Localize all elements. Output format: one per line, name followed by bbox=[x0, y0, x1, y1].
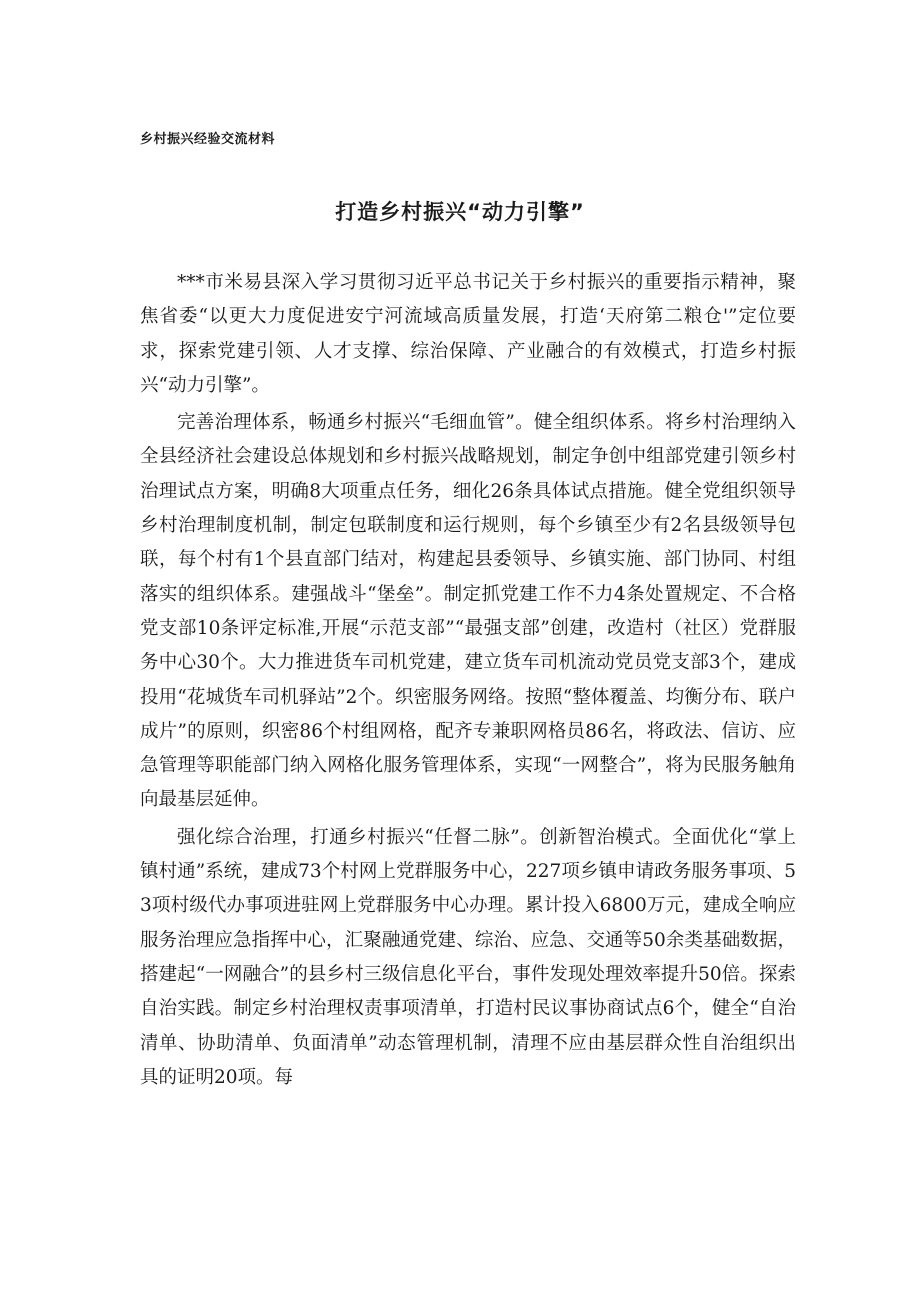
paragraph-governance-system: 完善治理体系，畅通乡村振兴“毛细血管”。健全组织体系。将乡村治理纳入全县经济社会建设总体规划和乡村振兴战略规划，制定争创中组部党建引领乡村治理试点方案，明确8大项重点任务，细化26条具体试点措施。健全党组织领导乡村治理制度机制，制定包联制度和运行规则，每个乡镇至少有2名县级领导包联，每个村有1个县直部门结对，构建起县委领导、乡镇实施、部门协同、村组落实的组织体系。建强战斗“堡垒”。制定抓党建工作不力4条处置规定、不合格党支部10条评定标准,开展“示范支部”“最强支部”创建，改造村（社区）党群服务中心30个。大力推进货车司机党建，建立货车司机流动党员党支部3个，建成投用“花城货车司机驿站”2个。织密服务网络。按照“整体覆盖、均衡分布、联户成片”的原则，织密86个村组网格，配齐专兼职网格员86名，将政法、信访、应急管理等职能部门纳入网格化服务管理体系，实现“一网整合”，将为民服务触角向最基层延伸。 bbox=[140, 412, 796, 811]
document-body bbox=[140, 266, 796, 1098]
paragraph-intro: ***市米易县深入学习贯彻习近平总书记关于乡村振兴的重要指示精神，聚焦省委“以更大力度促进安宁河流域高质量发展，打造‘天府第二粮仓'”定位要求，探索党建引领、人才支撑、综治保障、产业融合的有效模式，打造乡村振兴“动力引擎”。 bbox=[140, 272, 796, 396]
document-label: 乡村振兴经验交流材料 bbox=[140, 132, 276, 147]
document-title: 打造乡村振兴“动力引擎” bbox=[335, 200, 585, 224]
paragraph-comprehensive-governance: 强化综合治理，打通乡村振兴“任督二脉”。创新智治模式。全面优化“掌上镇村通”系统，建成73个村网上党群服务中心，227项乡镇申请政务服务事项、53项村级代办事项进驻网上党群服务中心办理。累计投入6800万元，建成全响应服务治理应急指挥中心，汇聚融通党建、综治、应急、交通等50余类基础数据，搭建起“一网融合”的县乡村三级信息化平台，事件发现处理效率提升50倍。探索自治实践。制定乡村治理权责事项清单，打造村民议事协商试点6个，健全“自治清单、协助清单、负面清单”动态管理机制，清理不应由基层群众性自治组织出具的证明20项。每 bbox=[140, 826, 796, 1088]
